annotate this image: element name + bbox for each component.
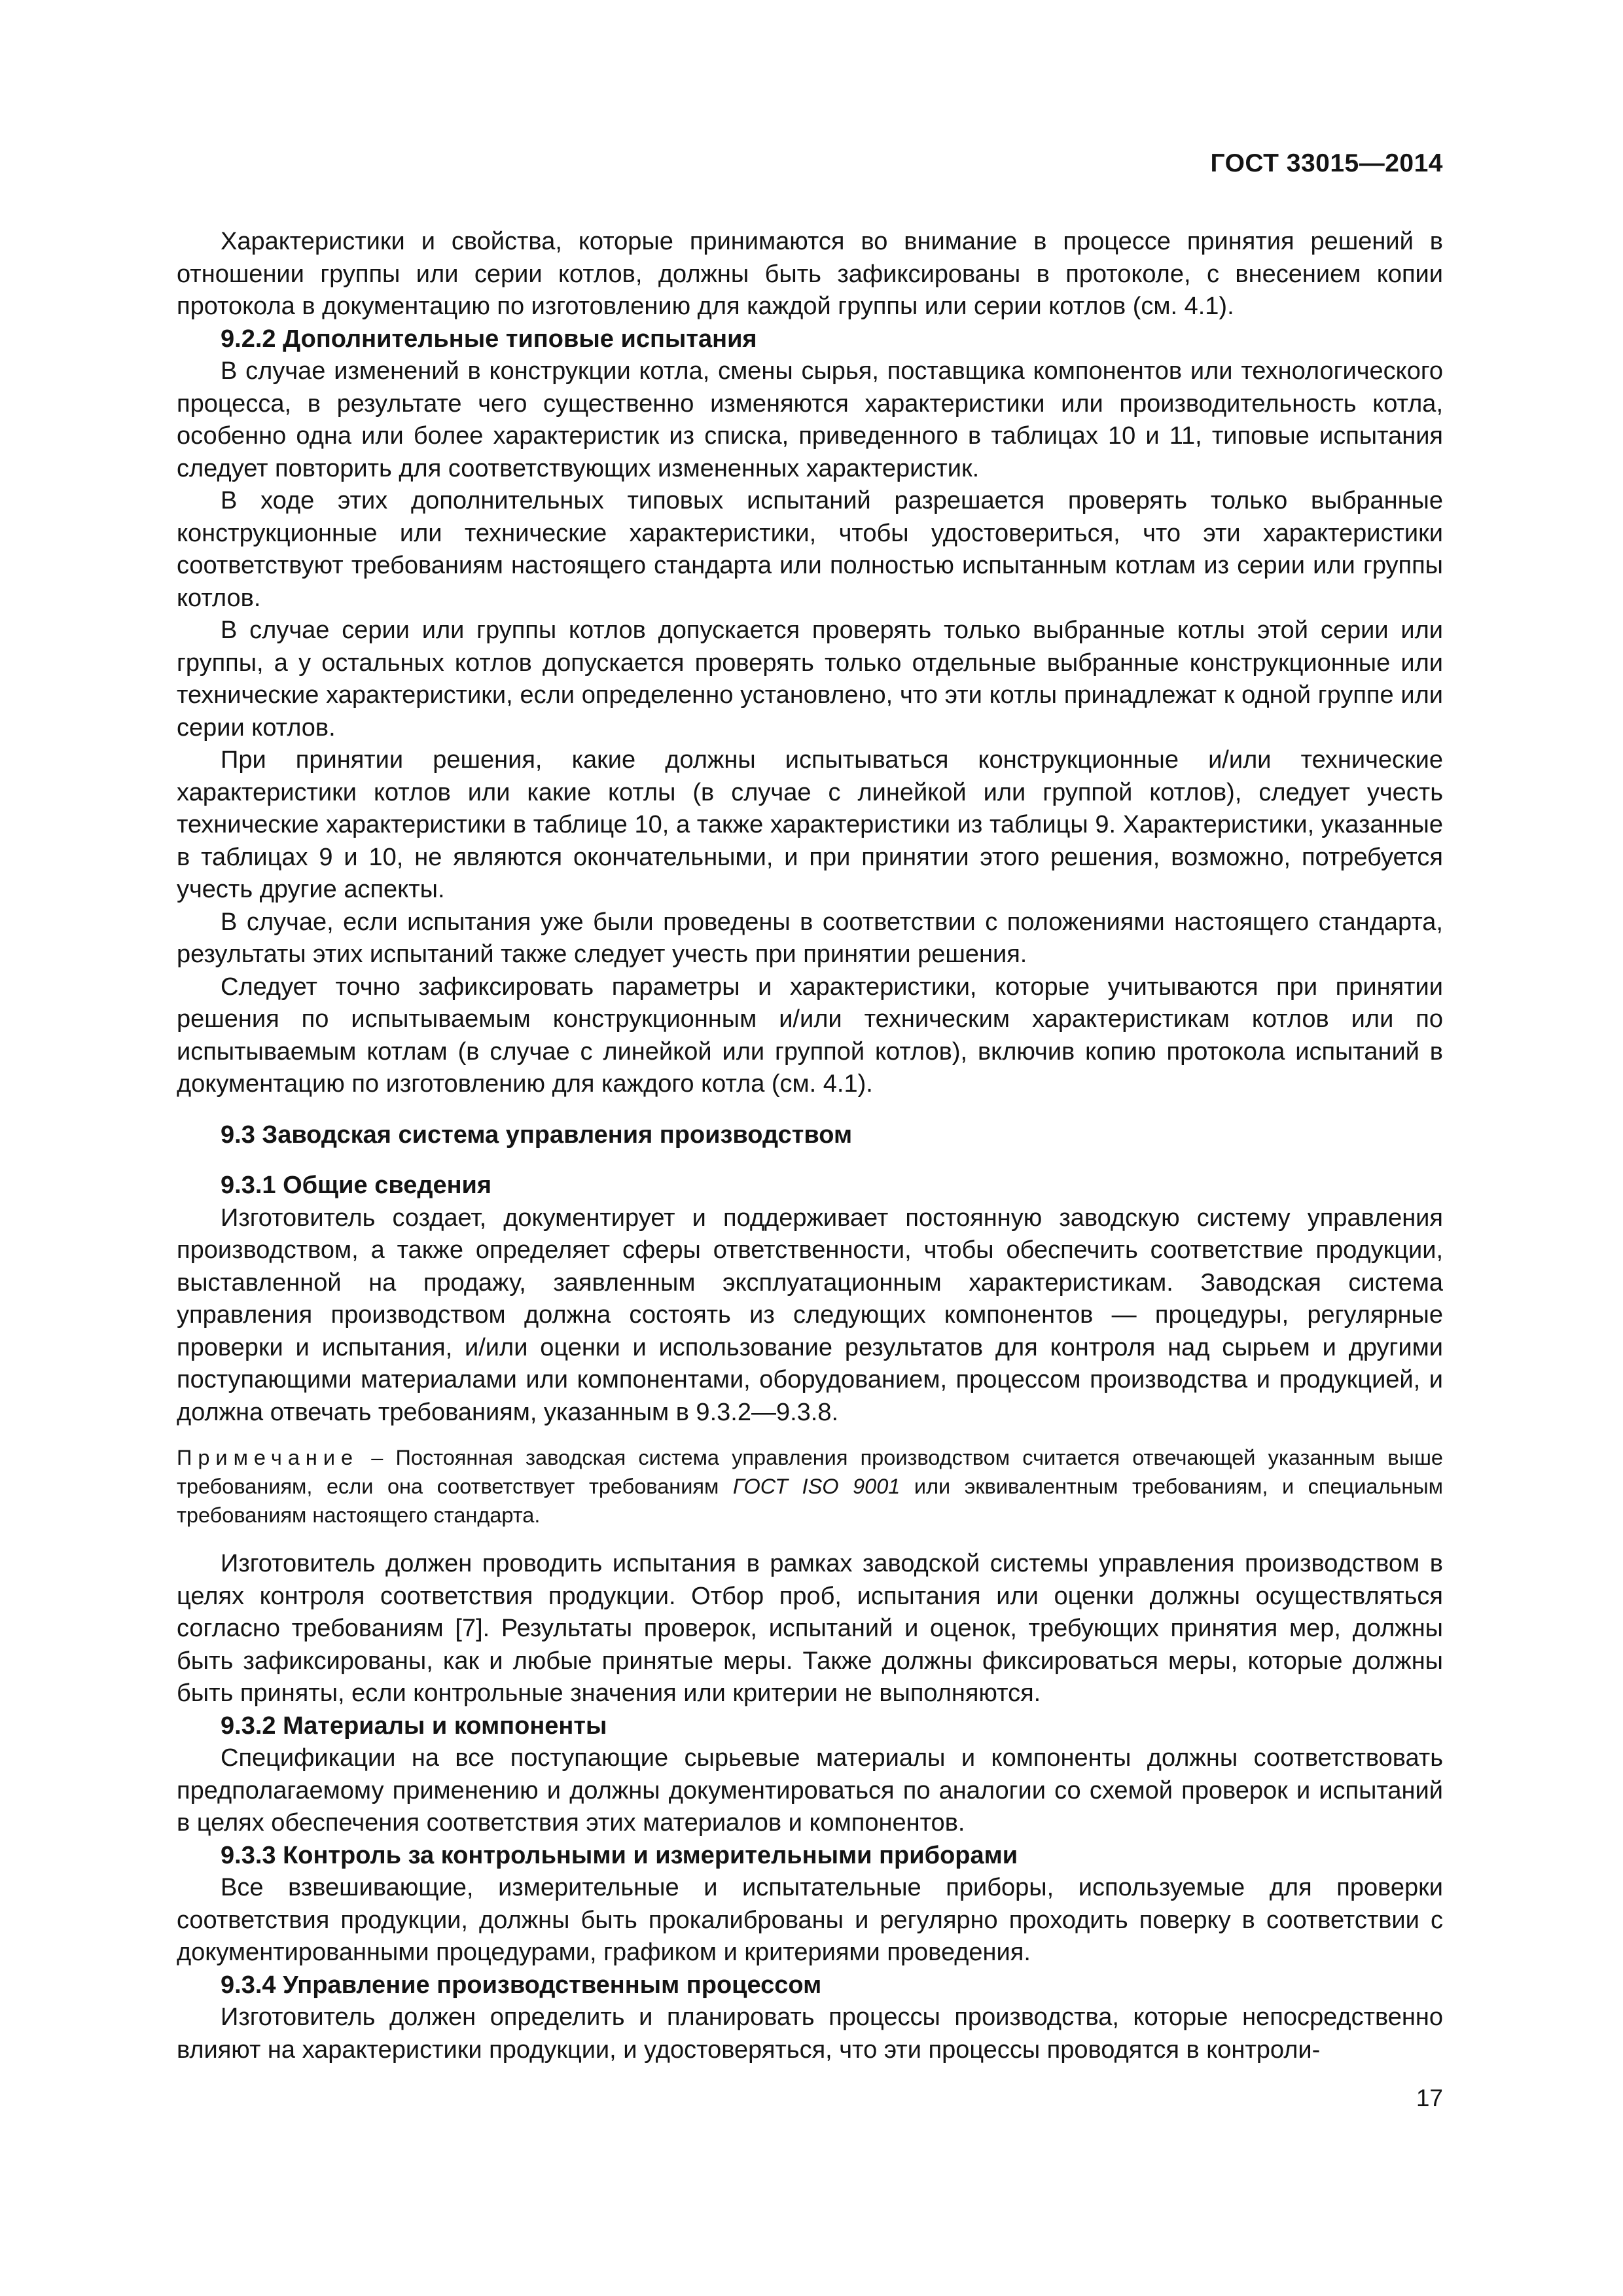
paragraph: Все взвешивающие, измерительные и испытательные приборы, используемые для проверки соответствия продукции, должны быть прокалиброваны и регулярно проходить поверку в соответствии с документированными процедурами, графиком и критериями проведения. bbox=[177, 1874, 1443, 1966]
paragraph: В ходе этих дополнительных типовых испытаний разрешается проверять только выбранные конструкционные или технические характеристики, чтобы удостовериться, что эти характеристики соответствуют требованиям настоящего стандарта или полностью испытанным котлам из серии или группы котлов. bbox=[177, 487, 1443, 612]
section-heading-9-3-1: 9.3.1 Общие сведения bbox=[221, 1172, 492, 1199]
section-heading-9-3-4: 9.3.4 Управление производственным процессом bbox=[221, 1971, 822, 1999]
paragraph: Характеристики и свойства, которые принимаются во внимание в процессе принятия решений в отношении группы или серии котлов, должны быть зафиксированы в протоколе, с внесением копии протокола в документацию по изготовлению для каждой группы или серии котлов (см. 4.1). bbox=[177, 228, 1443, 320]
paragraph: Изготовитель должен проводить испытания в рамках заводской системы управления производством в целях контроля соответствия продукции. Отбор проб, испытания или оценки должны осуществляться согласно требованиям [7]. Результаты проверок, испытаний и оценок, требующих принятия мер, должны быть зафиксированы, как и любые принятые меры. Также должны фиксироваться меры, которые должны быть приняты, если контрольные значения или критерии не выполняются. bbox=[177, 1550, 1443, 1707]
document-body bbox=[177, 226, 1443, 2066]
section-heading-9-2-2: 9.2.2 Дополнительные типовые испытания bbox=[221, 325, 757, 353]
paragraph: В случае, если испытания уже были проведены в соответствии с положениями настоящего стандарта, результаты этих испытаний также следует учесть при принятии решения. bbox=[177, 908, 1443, 968]
paragraph: Спецификации на все поступающие сырьевые материалы и компоненты должны соответствовать предполагаемому применению и должны документироваться по аналогии со схемой проверок и испытаний в целях обеспечения соответствия этих материалов и компонентов. bbox=[177, 1744, 1443, 1837]
section-heading-9-3-2: 9.3.2 Материалы и компоненты bbox=[221, 1712, 607, 1740]
page-number: 17 bbox=[1416, 2085, 1443, 2111]
section-heading-9-3-3: 9.3.3 Контроль за контрольными и измерительными приборами bbox=[221, 1841, 1018, 1869]
paragraph: Изготовитель должен определить и планировать процессы производства, которые непосредственно влияют на характеристики продукции, и удостоверяться, что эти процессы проводятся в контроли- bbox=[177, 2003, 1443, 2064]
note bbox=[177, 1443, 1443, 1530]
paragraph: В случае серии или группы котлов допускается проверять только выбранные котлы этой серии или группы, а у остальных котлов допускается проверять только отдельные выбранные конструкционные или технические характеристики, если определенно установлено, что эти котлы принадлежат к одной группе или серии котлов. bbox=[177, 617, 1443, 742]
note-label: Примечание bbox=[177, 1446, 359, 1469]
paragraph: Изготовитель создает, документирует и поддерживает постоянную заводскую систему управления производством, а также определяет сферы ответственности, чтобы обеспечить соответствие продукции, выставленной на продажу, заявленным эксплуатационным характеристикам. Заводская система управления производством должна состоять из следующих компонентов — процедуры, регулярные проверки и испытания, и/или оценки и использование результатов для контроля над сырьем и другими поступающими материалами или компонентами, оборудованием, процессом производства и продукцией, и должна отвечать требованиям, указанным в 9.3.2—9.3.8. bbox=[177, 1204, 1443, 1426]
paragraph: Следует точно зафиксировать параметры и характеристики, которые учитываются при принятии решения по испытываемым конструкционным и/или техническим характеристикам котлов или по испытываемым котлам (в случае с линейкой или группой котлов), включив копию протокола испытаний в документацию по изготовлению для каждого котла (см. 4.1). bbox=[177, 973, 1443, 1098]
document-header: ГОСТ 33015—2014 bbox=[1210, 149, 1443, 177]
section-heading-9-3: 9.3 Заводская система управления производством bbox=[221, 1121, 853, 1149]
paragraph: При принятии решения, какие должны испытываться конструкционные и/или технические характеристики котлов или какие котлы (в случае с линейкой или группой котлов), следует учесть технические характеристики в таблице 10, а также характеристики из таблицы 9. Характеристики, указанные в таблицах 9 и 10, не являются окончательными, и при принятии этого решения, возможно, потребуется учесть другие аспекты. bbox=[177, 746, 1443, 903]
note-standard-reference: ГОСТ ISO 9001 bbox=[732, 1475, 901, 1498]
paragraph: В случае изменений в конструкции котла, смены сырья, поставщика компонентов или технологического процесса, в результате чего существенно изменяются характеристики или производительность котла, особенно одна или более характеристик из списка, приведенного в таблицах 10 и 11, типовые испытания следует повторить для соответствующих измененных характеристик. bbox=[177, 357, 1443, 482]
note-text: – Постоянная заводская система управления производством считается отвечающей указанным выше требованиям, если она соответствует требованиям bbox=[177, 1446, 1443, 1498]
note-text: или эквивалентным требованиям, и специальным требованиям настоящего стандарта. bbox=[177, 1475, 1443, 1527]
